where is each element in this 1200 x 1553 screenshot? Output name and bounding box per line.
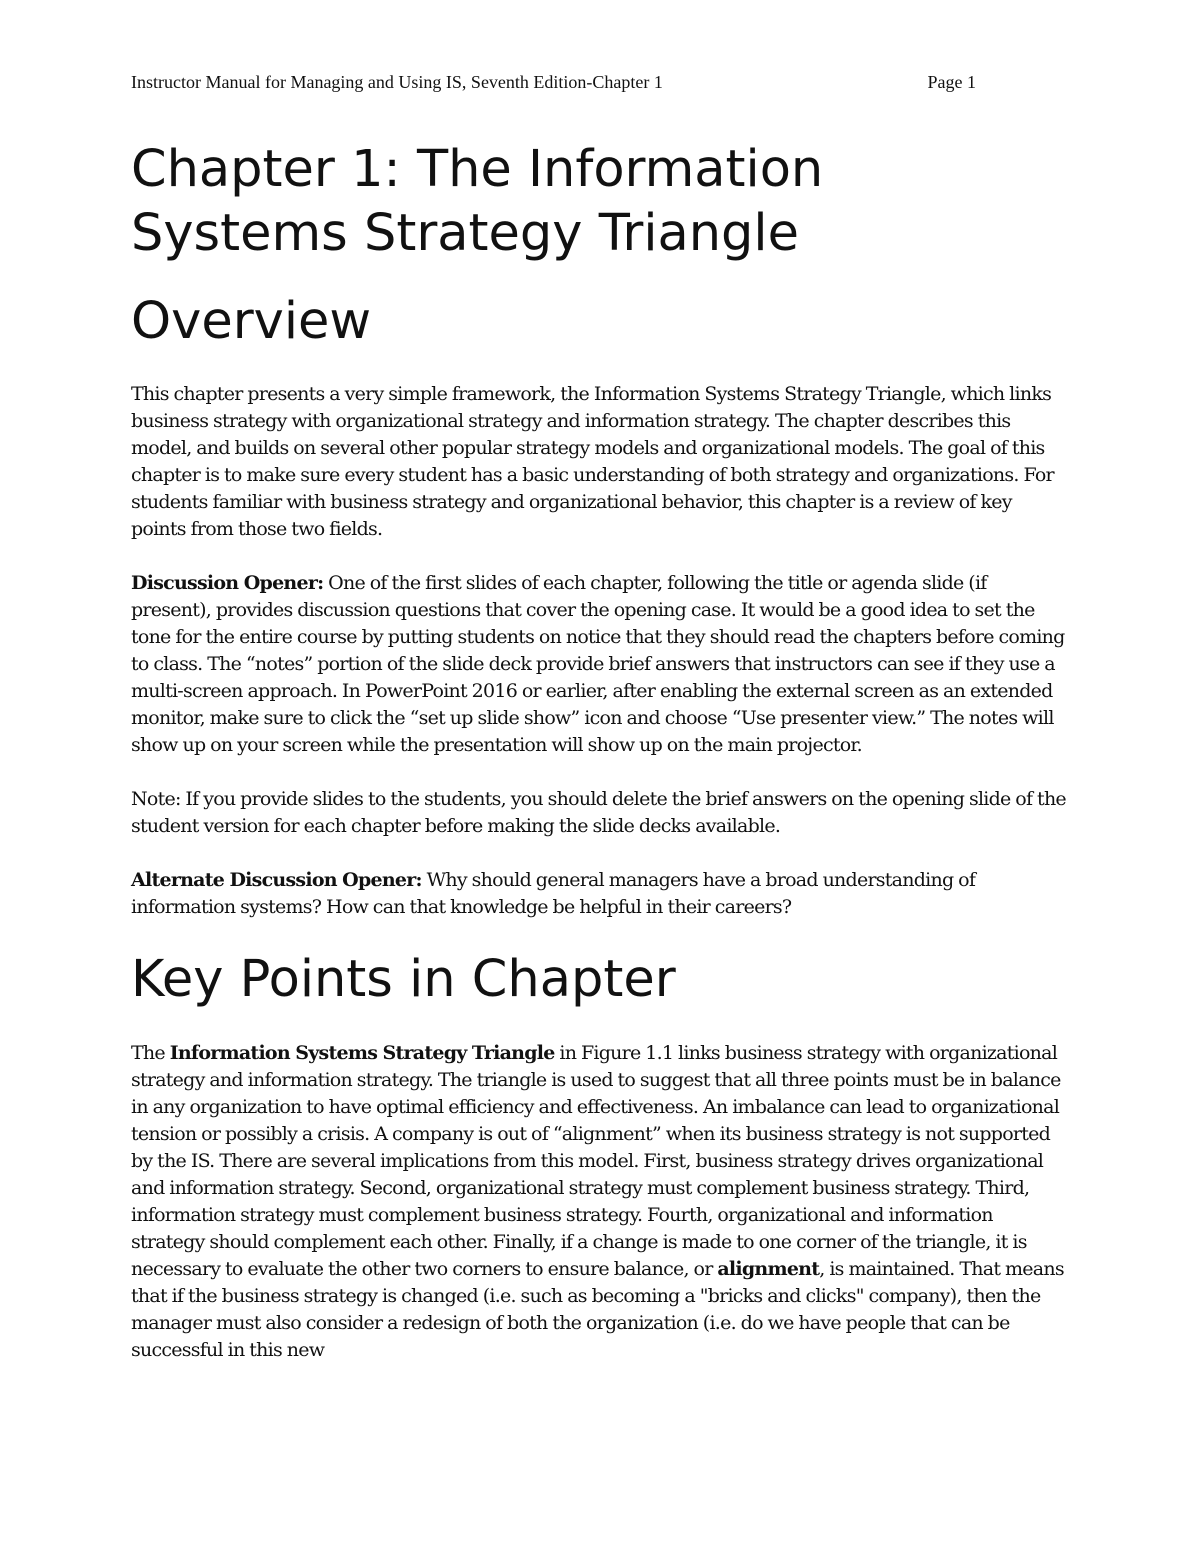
key-points-start: The [131,1042,170,1064]
alternate-opener-label: Alternate Discussion Opener: [131,869,422,891]
note-paragraph: Note: If you provide slides to the students, you should delete the brief answers on the opening slide of the student version for each chapter before making the slide decks available. [131,788,1066,837]
chapter-title-line-1: Chapter 1: The Information [131,140,824,199]
chapter-title-line-2: Systems Strategy Triangle [131,204,799,263]
page-number: Page 1 [927,72,976,92]
overview-heading: Overview [131,292,372,351]
discussion-opener-label: Discussion Opener: [131,572,324,594]
discussion-opener-text: One of the first slides of each chapter, following the title or agenda slide (if present), provides discussion questions that cover the opening case. It would be a good idea to set the tone for the entire course by putting students on notice that they should read the chapters before coming to class. The “notes” portion of the slide deck provide brief answers that instructors can see if they use a multi-screen approach. In PowerPoint 2016 or earlier, after enabling the external screen as an extended monitor, make sure to click the “set up slide show” icon and choose “Use presenter view.” The notes will show up on your screen while the presentation will show up on the main projector. [131,572,1065,756]
key-points-middle: in Figure 1.1 links business strategy with organizational strategy and information strategy. The triangle is used to suggest that all three points must be in balance in any organization to have optimal efficiency and effectiveness. An imbalance can lead to organizational tension or possibly a crisis. A company is out of “alignment” when its business strategy is not supported by the IS. There are several implications from this model. First, business strategy drives organizational and information strategy. Second, organizational strategy must complement business strategy. Third, information strategy must complement business strategy. Fourth, organizational and information strategy should complement each other. Finally, if a change is made to one corner of the triangle, it is necessary to evaluate the other two corners to ensure balance, or [131,1042,1061,1280]
key-points-end: , is maintained. That means that if the business strategy is changed (i.e. such as becoming a "bricks and clicks" company), then the manager must also consider a redesign of both the organization (i.e. do we have people that can be successful in this new [131,1258,1064,1361]
alternate-opener-paragraph [131,867,1071,921]
document-body [131,138,1071,1391]
chapter-title [131,138,1071,266]
overview-paragraph: This chapter presents a very simple framework, the Information Systems Strategy Triangle, which links business strategy with organizational strategy and information strategy. The chapter describes this model, and builds on several other popular strategy models and organizational models. The goal of this chapter is to make sure every student has a basic understanding of both strategy and organizations. For students familiar with business strategy and organizational behavior, this chapter is a review of key points from those two fields. [131,383,1054,540]
alternate-opener-text: Why should general managers have a broad understanding of information systems? How can that knowledge be helpful in their careers? [131,869,976,918]
key-points-heading: Key Points in Chapter [131,950,676,1009]
key-points-term: Information Systems Strategy Triangle [169,1042,555,1064]
key-points-paragraph [131,1040,1071,1364]
discussion-opener-paragraph [131,570,1071,759]
key-points-alignment: alignment [717,1258,820,1280]
header-title: Instructor Manual for Managing and Using IS, Seventh Edition-Chapter 1 [131,72,663,92]
